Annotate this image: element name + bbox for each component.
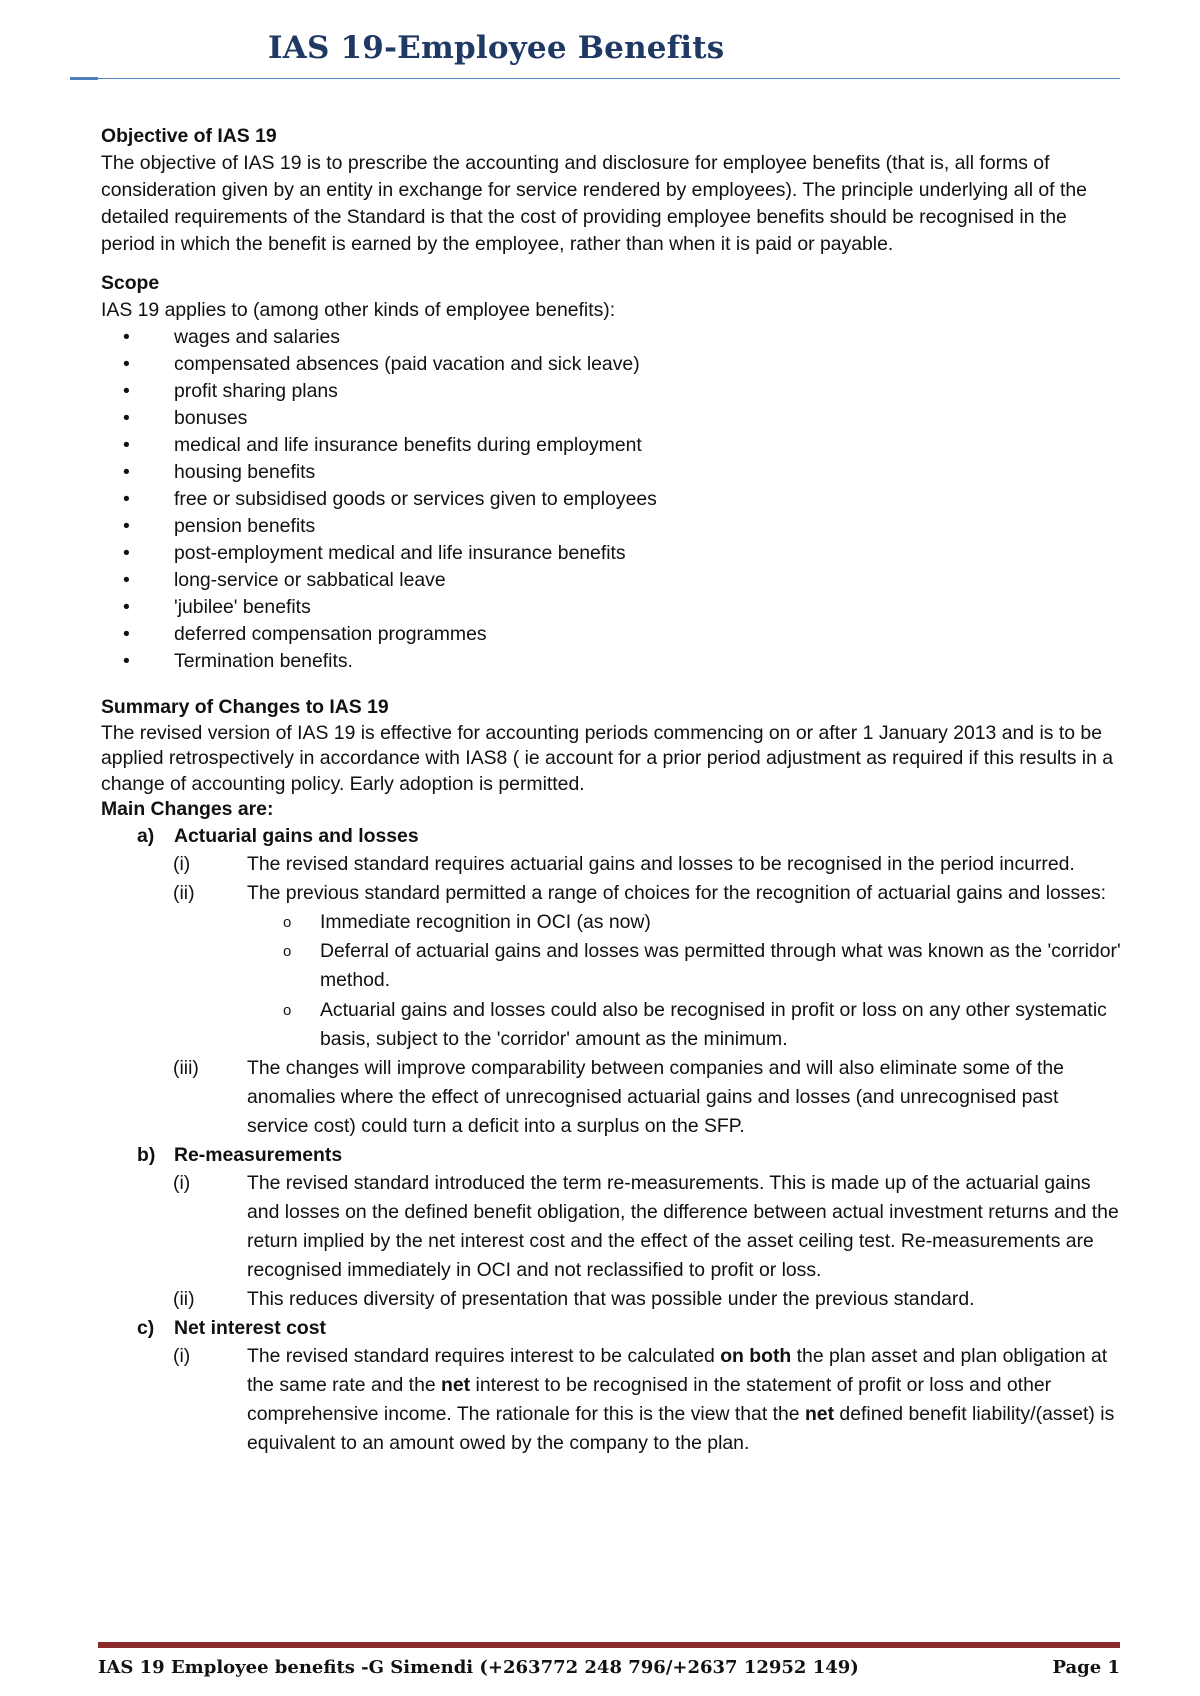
emphasis: on both <box>720 1344 792 1367</box>
roman-label: (iii) <box>173 1056 199 1079</box>
change-c-item <box>101 1342 1121 1459</box>
summary-text: The revised version of IAS 19 is effective for accounting periods commencing on or after 1 January 2013 and is to be applied retrospectively in accordance with IAS8 ( ie account for a prior period adjustment as required if this results in a change of accounting policy. Early adoption is permitted. <box>101 721 1114 795</box>
list-item: • free or subsidised goods or services given to employees <box>101 486 1121 513</box>
change-a-heading <box>101 823 1121 850</box>
document-body <box>101 123 1121 1458</box>
circle-bullet-icon: o <box>283 913 292 931</box>
list-item: • pension benefits <box>101 513 1121 540</box>
summary-heading: Summary of Changes to IAS 19 <box>101 696 389 718</box>
change-a-item <box>101 879 1121 908</box>
item-text-part: defined benefit liability/(asset) is equivalent to an amount owed by the company to the plan. <box>247 1402 1115 1455</box>
list-item: • wages and salaries <box>101 324 1121 351</box>
objective-text: The objective of IAS 19 is to prescribe the accounting and disclosure for employee benefits (that is, all forms of consideration given by an entity in exchange for service rendered by employees). The principle underlying all of the detailed requirements of the Standard is that the cost of providing employee benefits should be recognised in the period in which the benefit is earned by the employee, rather than when it is paid or payable. <box>101 152 1087 255</box>
sub-item-text: Deferral of actuarial gains and losses was permitted through what was known as the 'corridor' method. <box>320 940 1121 992</box>
scope-intro: IAS 19 applies to (among other kinds of employee benefits): <box>101 299 616 321</box>
list-item: • long-service or sabbatical leave <box>101 567 1121 594</box>
roman-label: (i) <box>173 1344 191 1367</box>
change-a-item <box>101 850 1121 879</box>
scope-heading: Scope <box>101 272 160 294</box>
roman-label: (ii) <box>173 881 195 904</box>
roman-label: (i) <box>173 852 191 875</box>
roman-label: (i) <box>173 1171 191 1194</box>
item-text-part: The revised standard requires interest to be calculated <box>247 1344 721 1367</box>
item-text: The revised standard introduced the term re-measurements. This is made up of the actuarial gains and losses on the defined benefit obligation, the difference between actual investment returns and the return implied by the net interest cost and the effect of the asset ceiling test. Re-measurements are recognised immediately in OCI and not reclassified to profit or loss. <box>247 1171 1119 1282</box>
list-item: • post-employment medical and life insurance benefits <box>101 540 1121 567</box>
sub-item <box>101 908 1121 937</box>
change-a-title: Actuarial gains and losses <box>174 824 419 847</box>
list-item: • medical and life insurance benefits during employment <box>101 432 1121 459</box>
sub-item <box>101 996 1121 1054</box>
change-a-item <box>101 1054 1121 1142</box>
title-underline <box>70 78 1120 79</box>
list-item: • 'jubilee' benefits <box>101 594 1121 621</box>
item-text: This reduces diversity of presentation that was possible under the previous standard. <box>247 1288 975 1311</box>
emphasis: net <box>804 1402 835 1425</box>
sub-item-text: Immediate recognition in OCI (as now) <box>320 910 651 933</box>
change-b-heading <box>101 1142 1121 1169</box>
sub-item <box>101 937 1121 995</box>
document-title: IAS 19-Employee Benefits <box>268 30 725 66</box>
emphasis: net <box>441 1373 471 1396</box>
item-text: The previous standard permitted a range of choices for the recognition of actuarial gains and losses: <box>247 881 1107 904</box>
change-c-heading <box>101 1315 1121 1342</box>
objective-heading: Objective of IAS 19 <box>101 125 277 147</box>
scope-list <box>101 324 1121 675</box>
change-b-item <box>101 1285 1121 1314</box>
footer-text: IAS 19 Employee benefits -G Simendi (+263772 248 796/+2637 12952 149) <box>98 1657 859 1678</box>
list-item: • bonuses <box>101 405 1121 432</box>
list-item: • profit sharing plans <box>101 378 1121 405</box>
circle-bullet-icon: o <box>283 943 292 961</box>
change-b-title: Re-measurements <box>174 1143 343 1166</box>
list-item: • housing benefits <box>101 459 1121 486</box>
roman-label: (ii) <box>173 1288 195 1311</box>
item-text <box>247 1345 1114 1455</box>
change-c-title: Net interest cost <box>174 1316 326 1339</box>
list-item: • deferred compensation programmes <box>101 621 1121 648</box>
change-b-label: b) <box>137 1143 156 1166</box>
item-text: The revised standard requires actuarial gains and losses to be recognised in the period incurred. <box>247 852 1075 875</box>
list-item: • Termination benefits. <box>101 648 1121 675</box>
change-c-label: c) <box>137 1316 155 1339</box>
item-text: The changes will improve comparability between companies and will also eliminate some of the anomalies where the effect of unrecognised actuarial gains and losses (and unrecognised past service cost) could turn a deficit into a surplus on the SFP. <box>247 1056 1064 1138</box>
list-item: • compensated absences (paid vacation and sick leave) <box>101 351 1121 378</box>
change-a-label: a) <box>137 824 155 847</box>
circle-bullet-icon: o <box>283 1001 292 1019</box>
footer-rule <box>98 1642 1120 1648</box>
main-changes-heading: Main Changes are: <box>101 798 274 820</box>
item-text-part: interest to be recognised in the statement of profit or loss and other comprehensive income. The rationale for this is the view that the <box>247 1373 1052 1425</box>
title-underline-accent <box>70 77 98 80</box>
page-number: Page 1 <box>1052 1657 1120 1678</box>
sub-item-text: Actuarial gains and losses could also be recognised in profit or loss on any other systematic basis, subject to the 'corridor' amount as the minimum. <box>320 998 1107 1050</box>
change-b-item <box>101 1169 1121 1286</box>
item-text-part: the plan asset and plan obligation at the same rate and the <box>247 1344 1108 1396</box>
